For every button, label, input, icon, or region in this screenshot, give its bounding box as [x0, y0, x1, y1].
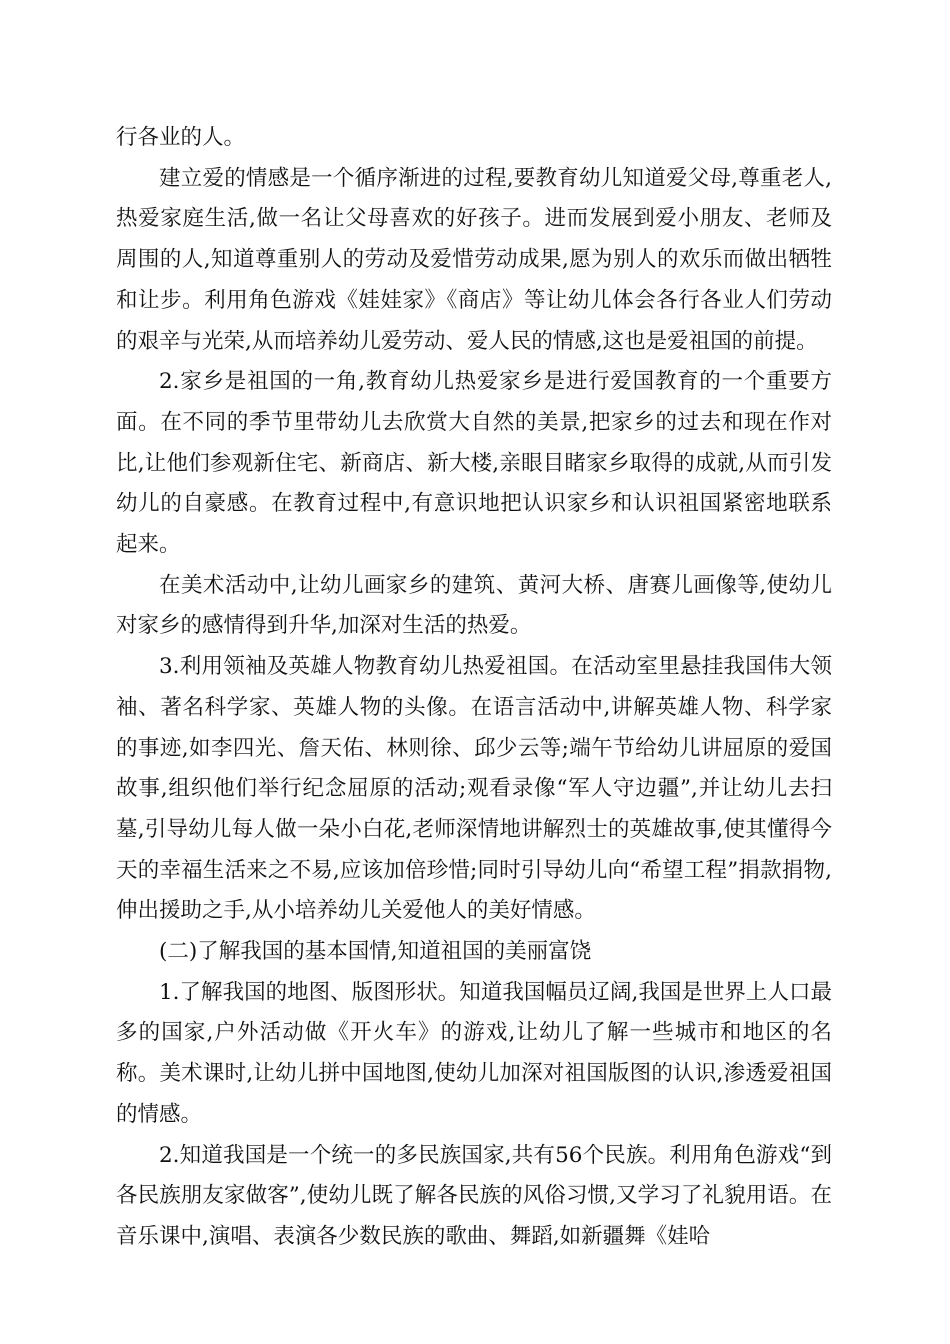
paragraph-hometown: 2.家乡是祖国的一角,教育幼儿热爱家乡是进行爱国教育的一个重要方面。在不同的季节里带幼儿去欣赏大自然的美景,把家乡的过去和现在作对比,让他们参观新住宅、新商店、新大楼,亲眼目睹家乡取得的成就,从而引发幼儿的自豪感。在教育过程中,有意识地把认识家乡和认识祖国紧密地联系起来。: [116, 369, 832, 558]
paragraph-love-emotion: 建立爱的情感是一个循序渐进的过程,要教育幼儿知道爱父母,尊重老人,热爱家庭生活,做一名让父母喜欢的好孩子。进而发展到爱小朋友、老师及周围的人,知道尊重别人的劳动及爱惜劳动成果,愿为别人的欢乐而做出牺牲和让步。利用角色游戏《娃娃家》《商店》等让幼儿体会各行各业人们劳动的艰辛与光荣,从而培养幼儿爱劳动、爱人民的情感,这也是爱祖国的前提。: [116, 165, 832, 354]
paragraph-map: 1.了解我国的地图、版图形状。知道我国幅员辽阔,我国是世界上人口最多的国家,户外活动做《开火车》的游戏,让幼儿了解一些城市和地区的名称。美术课时,让幼儿拼中国地图,使幼儿加深对祖国版图的认识,渗透爱祖国的情感。: [116, 979, 832, 1127]
paragraph-ethnic-groups: 2.知道我国是一个统一的多民族国家,共有56个民族。利用角色游戏“到各民族朋友家做客”,使幼儿既了解各民族的风俗习惯,又学习了礼貌用语。在音乐课中,演唱、表演各少数民族的歌曲、舞蹈,如新疆舞《娃哈: [116, 1142, 832, 1249]
paragraph-art-activity: 在美术活动中,让幼儿画家乡的建筑、黄河大桥、唐赛儿画像等,使幼儿对家乡的感情得到升华,加深对生活的热爱。: [116, 572, 832, 639]
section-heading-national-conditions: (二)了解我国的基本国情,知道祖国的美丽富饶: [159, 939, 592, 965]
paragraph-heroes: 3.利用领袖及英雄人物教育幼儿热爱祖国。在活动室里悬挂我国伟大领袖、著名科学家、英雄人物的头像。在语言活动中,讲解英雄人物、科学家的事迹,如李四光、詹天佑、林则徐、邱少云等;端午节给幼儿讲屈原的爱国故事,组织他们举行纪念屈原的活动;观看录像“军人守边疆”,并让幼儿去扫墓,引导幼儿每人做一朵小白花,老师深情地讲解烈士的英雄故事,使其懂得今天的幸福生活来之不易,应该加倍珍惜;同时引导幼儿向“希望工程”捐款捐物,伸出援助之手,从小培养幼儿关爱他人的美好情感。: [116, 654, 832, 924]
paragraph-continuation: 行各业的人。: [116, 125, 246, 150]
document-body: [116, 118, 832, 1258]
